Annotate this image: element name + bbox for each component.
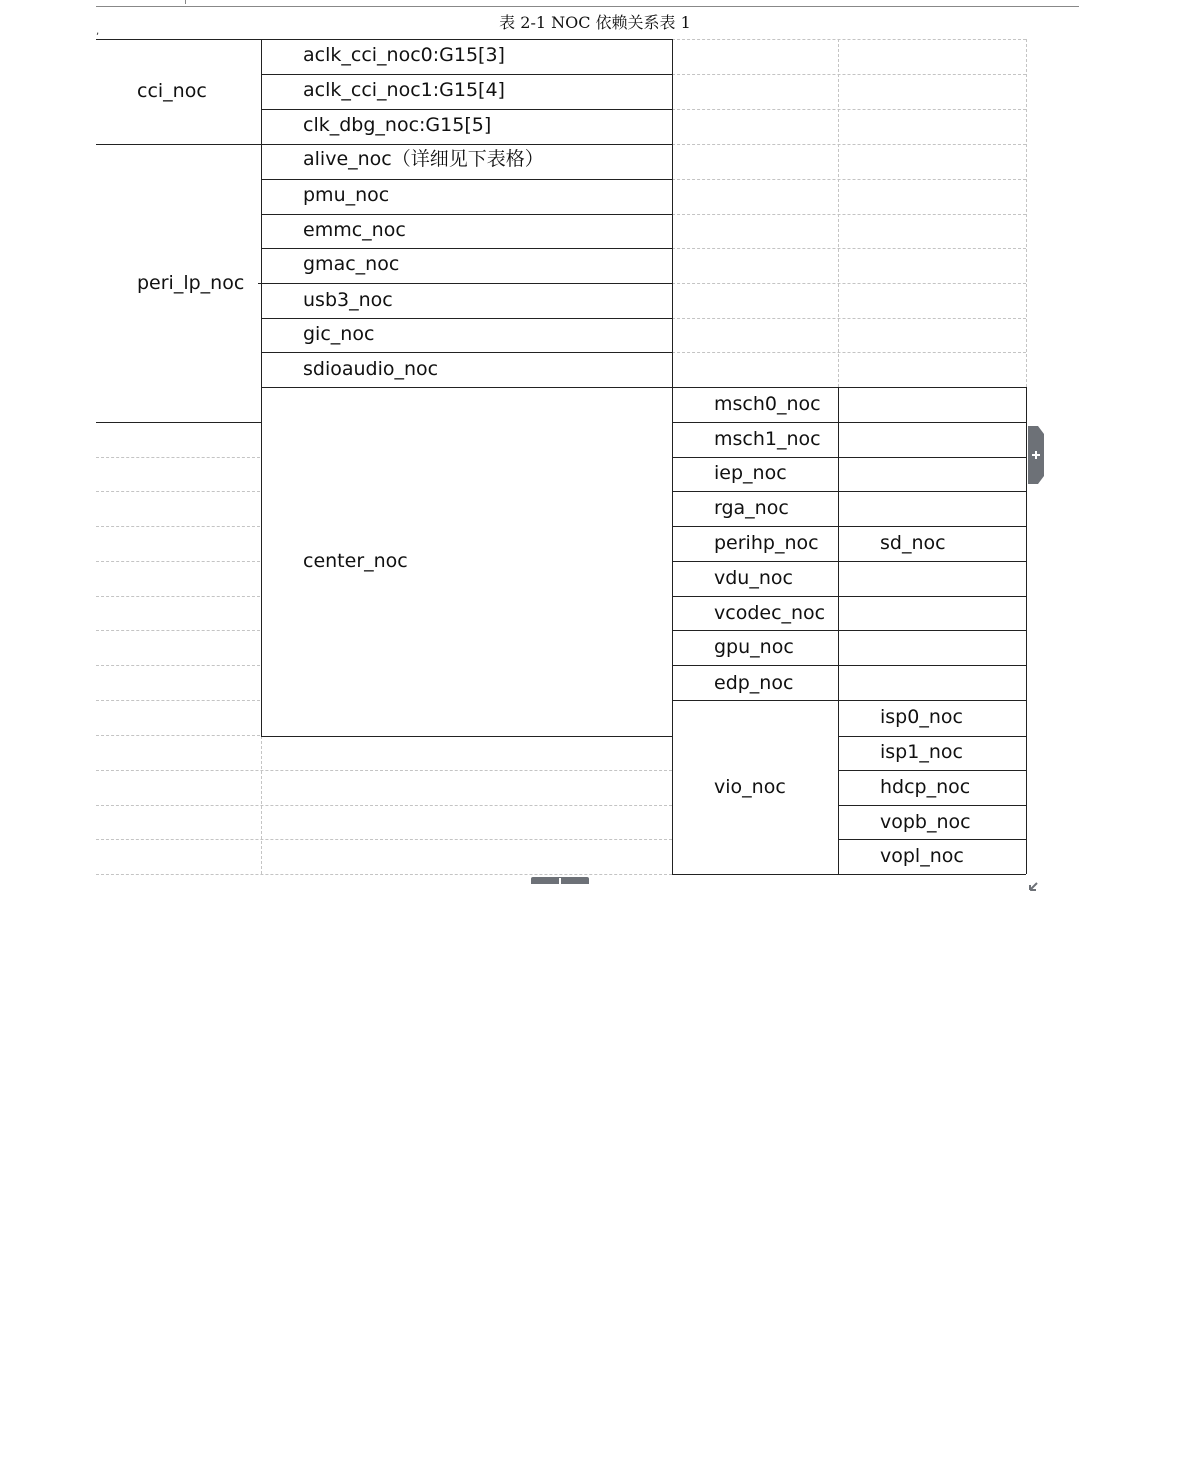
cell-emmc-noc[interactable]: emmc_noc xyxy=(303,219,406,241)
cell-vcodec-noc[interactable]: vcodec_noc xyxy=(714,602,826,624)
cell-center-noc[interactable]: center_noc xyxy=(303,550,408,572)
cell-isp0-noc[interactable]: isp0_noc xyxy=(880,706,963,728)
table-resize-handle[interactable] xyxy=(1028,876,1044,886)
cell-vio-noc[interactable]: vio_noc xyxy=(714,776,786,798)
add-column-button[interactable] xyxy=(1028,426,1044,484)
cell-cci-noc[interactable]: cci_noc xyxy=(137,80,207,102)
cell-iep-noc[interactable]: iep_noc xyxy=(714,462,787,484)
cell-gic-noc[interactable]: gic_noc xyxy=(303,323,375,345)
cell-pmu-noc[interactable]: pmu_noc xyxy=(303,184,390,206)
cell-isp1-noc[interactable]: isp1_noc xyxy=(880,741,963,763)
cell-peri-lp-noc[interactable]: peri_lp_noc xyxy=(137,272,245,294)
cell-rga-noc[interactable]: rga_noc xyxy=(714,497,789,519)
cell-aclk-cci-noc1[interactable]: aclk_cci_noc1:G15[4] xyxy=(303,79,505,101)
cell-aclk-cci-noc0[interactable]: aclk_cci_noc0:G15[3] xyxy=(303,44,505,66)
cell-msch0-noc[interactable]: msch0_noc xyxy=(714,393,821,415)
cell-vopl-noc[interactable]: vopl_noc xyxy=(880,845,964,867)
plus-icon xyxy=(531,877,589,884)
add-row-button[interactable] xyxy=(531,877,589,884)
plus-icon xyxy=(1028,426,1044,484)
table-caption: 表 2-1 NOC 依赖关系表 1 xyxy=(499,13,691,32)
cell-edp-noc[interactable]: edp_noc xyxy=(714,672,794,694)
cell-usb3-noc[interactable]: usb3_noc xyxy=(303,289,393,311)
cell-hdcp-noc[interactable]: hdcp_noc xyxy=(880,776,971,798)
cell-gmac-noc[interactable]: gmac_noc xyxy=(303,253,400,275)
margin-mark: , xyxy=(96,26,100,37)
resize-icon xyxy=(1028,881,1044,891)
cell-sdioaudio-noc[interactable]: sdioaudio_noc xyxy=(303,358,439,380)
cell-msch1-noc[interactable]: msch1_noc xyxy=(714,428,821,450)
cell-vopb-noc[interactable]: vopb_noc xyxy=(880,811,971,833)
cell-sd-noc[interactable]: sd_noc xyxy=(880,532,946,554)
cell-perihp-noc[interactable]: perihp_noc xyxy=(714,532,819,554)
cell-gpu-noc[interactable]: gpu_noc xyxy=(714,636,794,658)
cell-alive-noc[interactable]: alive_noc（详细见下表格） xyxy=(303,148,544,170)
cell-vdu-noc[interactable]: vdu_noc xyxy=(714,567,793,589)
cell-clk-dbg-noc[interactable]: clk_dbg_noc:G15[5] xyxy=(303,114,492,136)
